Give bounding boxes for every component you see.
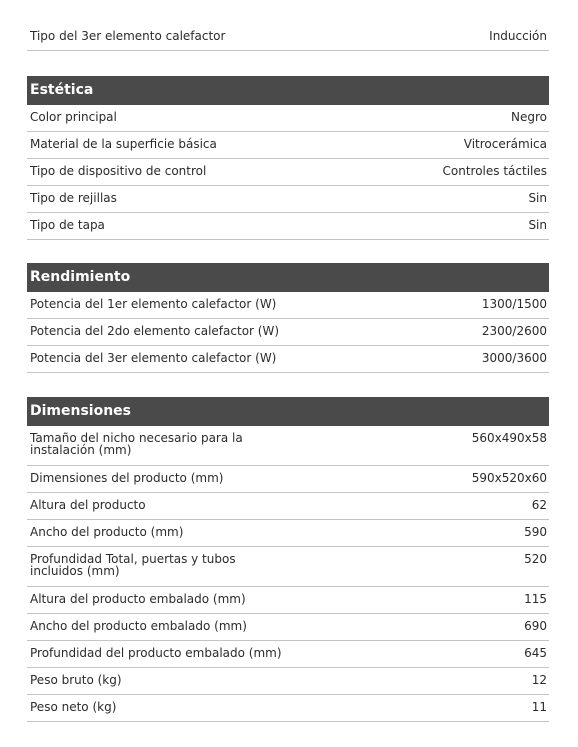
row-value: 690 (524, 619, 547, 633)
table-row (27, 24, 549, 51)
row-value: 645 (524, 646, 547, 660)
row-label: Tipo de dispositivo de control (30, 164, 207, 178)
table-row (27, 426, 549, 466)
row-value: 3000/3600 (481, 351, 547, 365)
row-label: Peso neto (kg) (30, 700, 117, 714)
row-value: Vitrocerámica (463, 137, 547, 151)
row-label: Tipo del 3er elemento calefactor (30, 29, 226, 43)
table-row (27, 547, 549, 587)
top-table (27, 24, 549, 51)
row-value: Controles táctiles (442, 164, 547, 178)
table-row (27, 346, 549, 373)
row-value: 560x490x58 (471, 431, 547, 445)
table-row (27, 493, 549, 520)
row-label: Peso bruto (kg) (30, 673, 122, 687)
row-label: Profundidad del producto embalado (mm) (30, 646, 282, 660)
table-row (27, 587, 549, 614)
row-label: Altura del producto embalado (mm) (30, 592, 246, 606)
table-row (27, 520, 549, 547)
row-value: 11 (531, 700, 547, 714)
section-title: Rendimiento (27, 263, 549, 292)
table-row (27, 466, 549, 493)
row-value: Inducción (489, 29, 547, 43)
table-row (27, 132, 549, 159)
section-title: Estética (27, 76, 549, 105)
row-value: 2300/2600 (481, 324, 547, 338)
section-estetica (27, 76, 549, 240)
row-value: 590 (524, 525, 547, 539)
row-label: Tipo de rejillas (30, 191, 117, 205)
row-label: Potencia del 1er elemento calefactor (W) (30, 297, 277, 311)
row-label: Ancho del producto (mm) (30, 525, 184, 539)
table-row (27, 105, 549, 132)
row-label: Material de la superficie básica (30, 137, 217, 151)
row-label: Tipo de tapa (30, 218, 105, 232)
table-row (27, 186, 549, 213)
table-row (27, 668, 549, 695)
table-row (27, 319, 549, 346)
row-label: Potencia del 2do elemento calefactor (W) (30, 324, 280, 338)
row-label: Color principal (30, 110, 117, 124)
row-label: Potencia del 3er elemento calefactor (W) (30, 351, 277, 365)
table-row (27, 614, 549, 641)
row-label: Ancho del producto embalado (mm) (30, 619, 247, 633)
row-value: 12 (531, 673, 547, 687)
row-value: 520 (524, 552, 547, 566)
row-label: Tamaño del nicho necesario para la instalación (mm) (30, 431, 243, 457)
table-row (27, 159, 549, 186)
table-row (27, 695, 549, 722)
row-value: Sin (528, 191, 547, 205)
section-rendimiento (27, 263, 549, 373)
row-value: 590x520x60 (471, 471, 547, 485)
table-row (27, 213, 549, 240)
row-label: Dimensiones del producto (mm) (30, 471, 224, 485)
table-row (27, 641, 549, 668)
row-value: Negro (511, 110, 547, 124)
section-dimensiones (27, 397, 549, 722)
row-value: 62 (531, 498, 547, 512)
row-label: Altura del producto (30, 498, 146, 512)
section-title: Dimensiones (27, 397, 549, 426)
row-value: Sin (528, 218, 547, 232)
row-value: 1300/1500 (481, 297, 547, 311)
row-label: Profundidad Total, puertas y tubos incluidos (mm) (30, 552, 236, 578)
row-value: 115 (524, 592, 547, 606)
table-row (27, 292, 549, 319)
